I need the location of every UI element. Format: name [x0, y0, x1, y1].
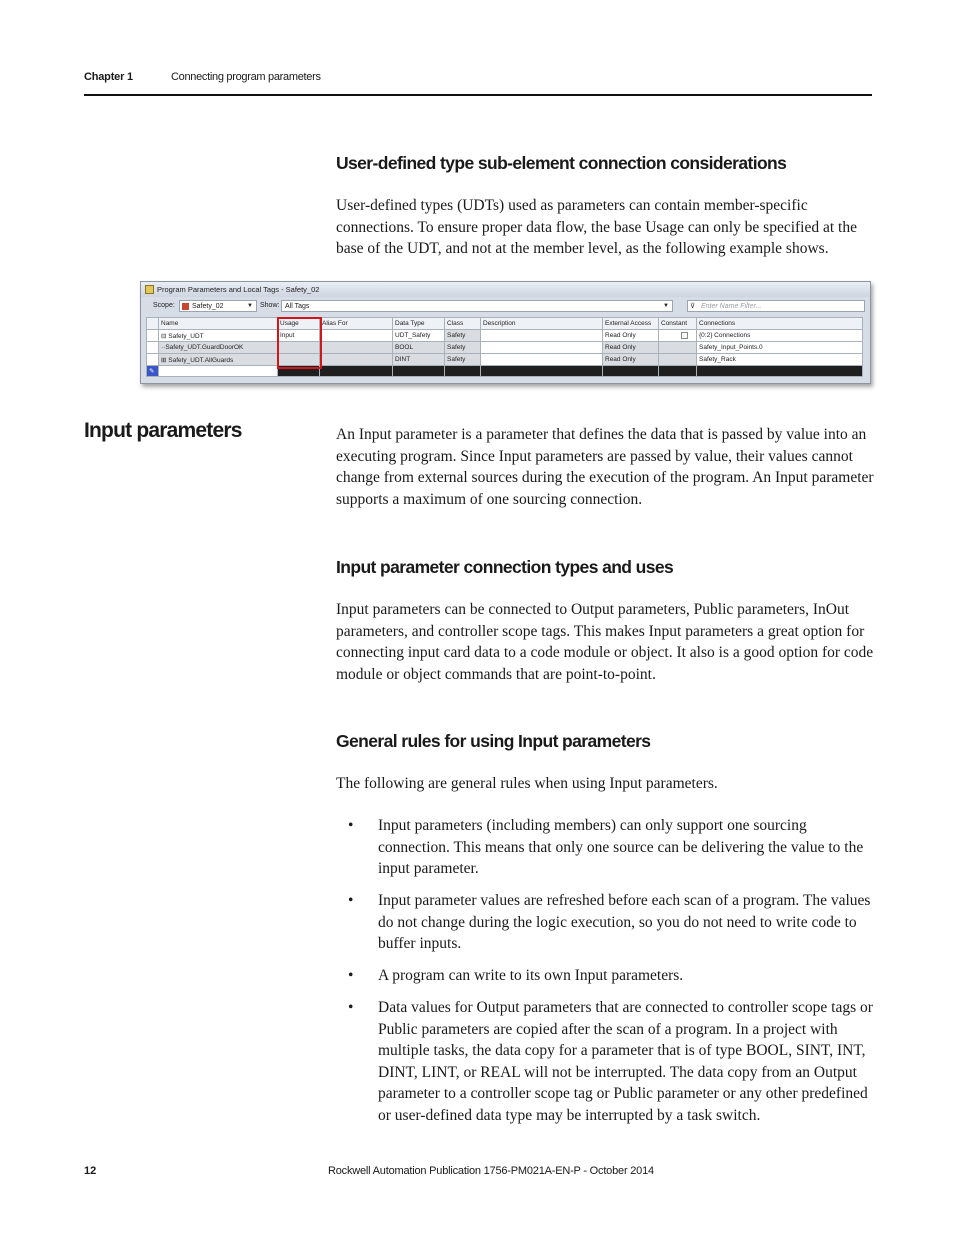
cell-connections[interactable]: Safety_Input_Points.0 — [697, 342, 863, 354]
new-row-cell[interactable] — [603, 366, 659, 377]
cell-constant[interactable] — [659, 354, 697, 366]
cell-name[interactable]: ⊟ Safety_UDT — [159, 330, 278, 342]
filter-icon: ⊽ — [690, 303, 696, 310]
row-selector-header — [147, 318, 159, 330]
col-connections[interactable]: Connections — [697, 318, 863, 330]
cell-data-type[interactable]: DINT — [393, 354, 445, 366]
cell-description[interactable] — [481, 354, 603, 366]
cell-alias[interactable] — [320, 342, 393, 354]
cell-name[interactable]: ··Safety_UDT.GuardDoorOK — [159, 342, 278, 354]
new-row-cell[interactable] — [320, 366, 393, 377]
connection-types-heading: Input parameter connection types and uses — [336, 557, 674, 577]
col-name[interactable]: Name — [159, 318, 278, 330]
new-row-cell[interactable] — [659, 366, 697, 377]
cell-class[interactable]: Safety — [445, 354, 481, 366]
cell-class[interactable]: Safety — [445, 330, 481, 342]
chapter-label: Chapter 1 — [84, 71, 133, 83]
bullet: • — [348, 817, 354, 834]
input-parameters-body: An Input parameter is a parameter that defines the data that is passed by value into an executing program. Since Input parameters are passed by value, their values cannot change from external sources during the execution of the program. An Input parameter supports a maximum of one sourcing connection. — [336, 426, 874, 508]
cell-connections[interactable]: Safety_Rack — [697, 354, 863, 366]
col-alias[interactable]: Alias For — [320, 318, 393, 330]
table-row[interactable] — [147, 354, 863, 366]
new-row-cell[interactable] — [393, 366, 445, 377]
list-item — [336, 815, 876, 880]
list-item — [336, 890, 876, 955]
general-rules-list — [336, 815, 876, 1137]
col-data-type[interactable]: Data Type — [393, 318, 445, 330]
col-usage[interactable]: Usage — [278, 318, 320, 330]
list-item-text: A program can write to its own Input parameters. — [378, 967, 684, 984]
publication-info: Rockwell Automation Publication 1756-PM021A-EN-P - October 2014 — [328, 1165, 654, 1177]
tags-window-screenshot — [140, 281, 871, 384]
scope-value: Safety_02 — [192, 303, 224, 310]
new-tag-row[interactable] — [147, 366, 863, 377]
new-tag-name-cell[interactable] — [159, 366, 278, 377]
col-external-access[interactable]: External Access — [603, 318, 659, 330]
page-number: 12 — [84, 1165, 97, 1177]
list-item-text: Input parameter values are refreshed before each scan of a program. The values do not change during the logic execution, so you do not need to write code to buffer inputs. — [378, 892, 871, 952]
scope-label: Scope: — [153, 302, 175, 309]
chevron-down-icon: ▼ — [247, 303, 253, 309]
scope-dropdown[interactable] — [179, 300, 257, 312]
list-item-text: Input parameters (including members) can only support one sourcing connection. This means that only one source can be delivering the value to the input parameter. — [378, 817, 864, 877]
show-dropdown[interactable] — [281, 300, 673, 312]
row-selector[interactable] — [147, 330, 159, 342]
chapter-title: Connecting program parameters — [171, 71, 321, 83]
tags-toolbar — [141, 298, 870, 315]
cell-description[interactable] — [481, 342, 603, 354]
table-row[interactable] — [147, 342, 863, 354]
filter-placeholder: Enter Name Filter... — [701, 303, 762, 310]
window-icon — [145, 285, 154, 294]
new-row-cell[interactable] — [697, 366, 863, 377]
cell-description[interactable] — [481, 330, 603, 342]
cell-data-type[interactable]: UDT_Safety — [393, 330, 445, 342]
list-item — [336, 965, 876, 987]
cell-connections[interactable]: {0:2} Connections — [697, 330, 863, 342]
cell-name[interactable]: ⊞ Safety_UDT.AllGuards — [159, 354, 278, 366]
new-row-cell[interactable] — [481, 366, 603, 377]
cell-external-access[interactable]: Read Only — [603, 342, 659, 354]
cell-alias[interactable] — [320, 354, 393, 366]
window-title: Program Parameters and Local Tags - Safety_02 — [157, 285, 320, 294]
cell-external-access[interactable]: Read Only — [603, 330, 659, 342]
cell-constant[interactable] — [659, 342, 697, 354]
cell-constant[interactable] — [659, 330, 697, 342]
list-item — [336, 997, 876, 1126]
row-selector[interactable] — [147, 342, 159, 354]
col-class[interactable]: Class — [445, 318, 481, 330]
header-rule — [84, 94, 872, 96]
cell-external-access[interactable]: Read Only — [603, 354, 659, 366]
cell-data-type[interactable]: BOOL — [393, 342, 445, 354]
udt-body: User-defined types (UDTs) used as parameters can contain member-specific connections. To ensure proper data flow, the base Usage can only be specified at the base of the UDT, and not at the member level, as the following example shows. — [336, 197, 857, 257]
tags-grid — [146, 317, 863, 377]
input-parameters-heading: Input parameters — [84, 419, 242, 442]
general-rules-heading: General rules for using Input parameters — [336, 731, 651, 751]
table-row[interactable] — [147, 330, 863, 342]
constant-checkbox[interactable] — [681, 332, 688, 339]
row-selector[interactable] — [147, 354, 159, 366]
col-constant[interactable]: Constant — [659, 318, 697, 330]
bullet: • — [348, 892, 354, 909]
udt-heading: User-defined type sub-element connection considerations — [336, 153, 787, 173]
new-row-cell[interactable] — [445, 366, 481, 377]
col-description[interactable]: Description — [481, 318, 603, 330]
pencil-icon: ✎ — [147, 366, 159, 377]
connection-types-body: Input parameters can be connected to Output parameters, Public parameters, InOut parameters, and controller scope tags. This makes Input parameters a great option for connecting input card data to a code module or object. It also is a good option for code module or object commands that are point-to-point. — [336, 601, 874, 683]
usage-highlight-box — [277, 317, 322, 369]
cell-class[interactable]: Safety — [445, 342, 481, 354]
chevron-down-icon: ▼ — [663, 303, 669, 309]
grid-header-row — [147, 318, 863, 330]
cell-alias[interactable] — [320, 330, 393, 342]
window-titlebar — [141, 282, 870, 297]
show-label: Show: — [260, 302, 280, 309]
bullet: • — [348, 967, 354, 984]
cell-usage[interactable]: Input — [278, 330, 320, 342]
name-filter-input[interactable] — [687, 300, 865, 312]
show-value: All Tags — [285, 303, 310, 310]
list-item-text: Data values for Output parameters that are connected to controller scope tags or Public parameters are copied after the scan of a program. In a project with multiple tasks, the data copy for a parameter that is of type BOOL, SINT, INT, DINT, LINT, or REAL will not be interrupted. The data copy from an Output parameter to a controller scope tag or Public parameter or any other predefined or user-defined data type may be interrupted by a task switch. — [378, 999, 873, 1124]
bullet: • — [348, 999, 354, 1016]
program-icon — [182, 303, 189, 310]
general-rules-intro: The following are general rules when using Input parameters. — [336, 775, 718, 792]
